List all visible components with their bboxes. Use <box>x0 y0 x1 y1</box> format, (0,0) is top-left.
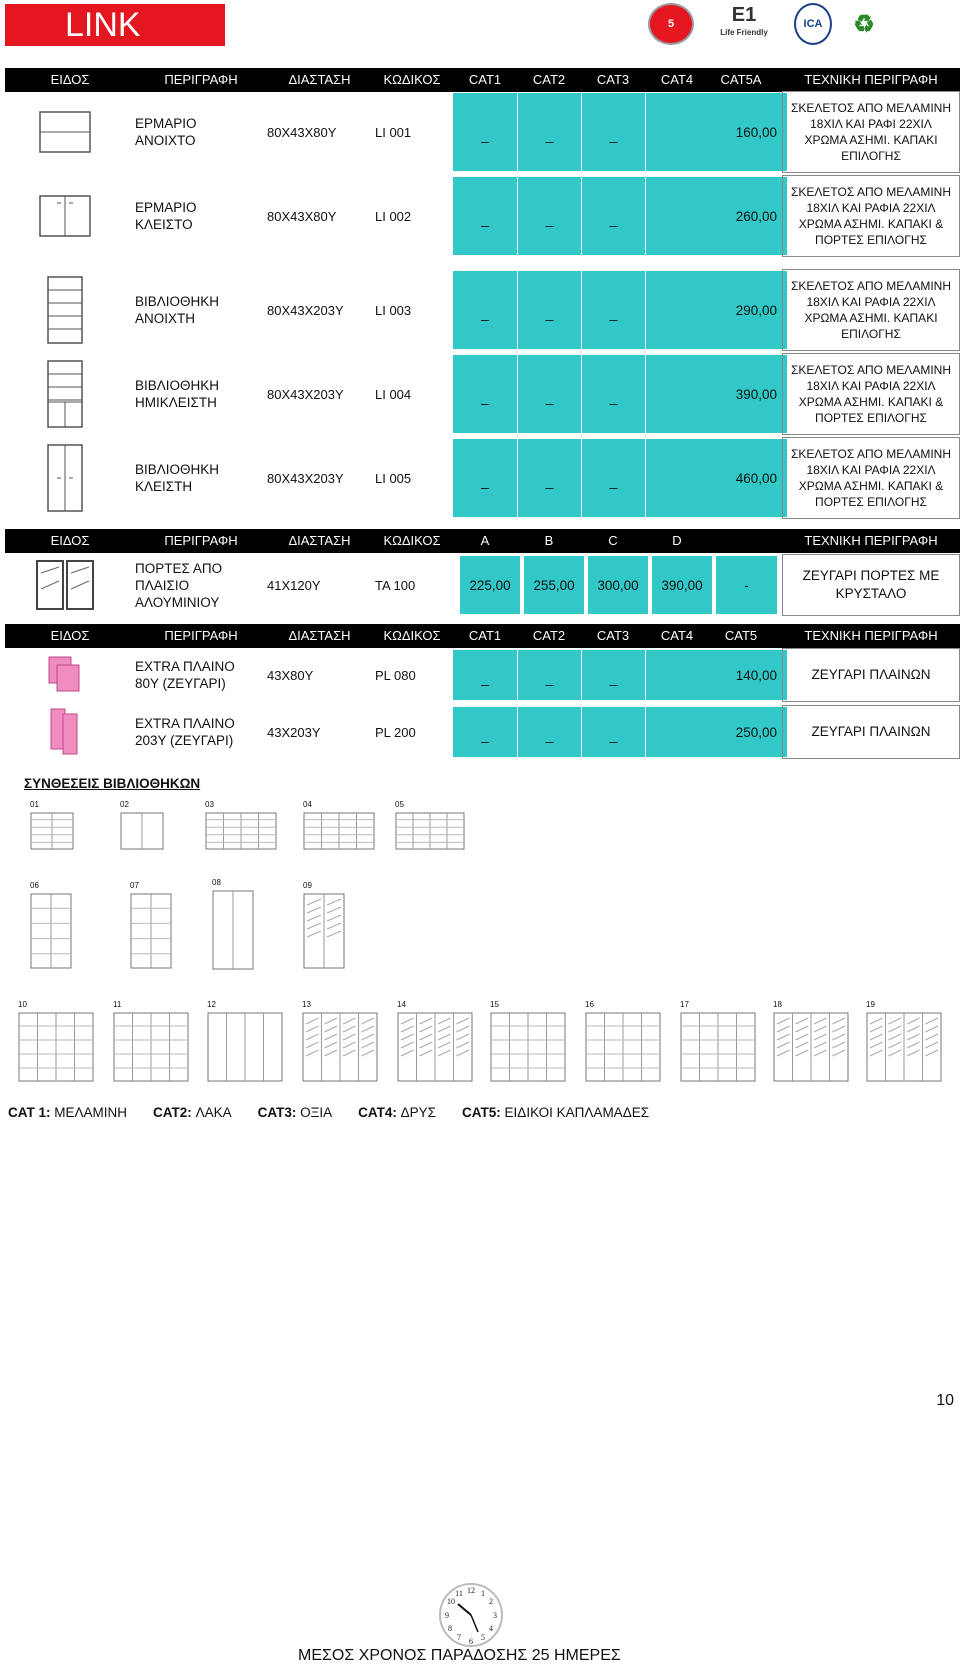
header-cat3: CAT3 <box>596 628 630 643</box>
product-description <box>135 269 257 351</box>
price-cat3: _ <box>609 473 618 489</box>
table-header-cabinets <box>5 68 960 92</box>
legend-key: CAT2: <box>153 1105 192 1120</box>
legend-item <box>8 1105 127 1120</box>
technical-description: ΖΕΥΓΑΡΙ ΠΛΑΙΝΩΝ <box>782 648 960 702</box>
composition-04 <box>303 800 375 855</box>
legend-item <box>358 1105 436 1120</box>
composition-number: 11 <box>113 1000 122 1009</box>
product-dimension: 80X43X203Y <box>267 470 344 486</box>
door-code: TA 100 <box>375 577 416 593</box>
header-a: A <box>480 533 490 548</box>
table-row <box>5 705 960 759</box>
price-cat4: 140,00 <box>646 650 787 700</box>
svg-text:8: 8 <box>448 1624 452 1633</box>
price-cat1: _ <box>481 211 489 227</box>
desc-line: ΑΝΟΙΧΤΗ <box>135 311 196 326</box>
recycle-icon: ♻ <box>853 10 875 38</box>
price-cat3: _ <box>609 727 618 743</box>
composition-13 <box>302 1000 378 1087</box>
header-d: D <box>672 533 682 548</box>
header-code: ΚΩΔΙΚΟΣ <box>383 533 441 548</box>
price-cat2: _ <box>545 727 554 743</box>
desc-line: EXTRA ΠΛΑΙΝΟ <box>135 659 235 674</box>
composition-number: 06 <box>30 881 39 890</box>
tech-line: 18ΧΙΛ ΚΑΙ ΡΑΦΙΑ 22ΧΙΛ <box>806 379 936 393</box>
composition-number: 18 <box>773 1000 782 1009</box>
tech-line: ΠΟΡΤΕΣ ΕΠΙΛΟΓΗΣ <box>815 495 927 509</box>
header-dimension: ΔΙΑΣΤΑΣΗ <box>288 628 351 643</box>
price-cat2: _ <box>545 670 554 686</box>
header-dimension: ΔΙΑΣΤΑΣΗ <box>288 72 351 87</box>
composition-11 <box>113 1000 189 1087</box>
header-description: ΠΕΡΙΓΡΑΦΗ <box>164 628 238 643</box>
product-description <box>135 175 257 257</box>
svg-text:1: 1 <box>481 1589 485 1598</box>
price-cat3: _ <box>609 211 618 227</box>
tech-line: ΠΟΡΤΕΣ ΕΠΙΛΟΓΗΣ <box>815 411 927 425</box>
product-description <box>135 91 257 173</box>
legend-value: ΟΞΙΑ <box>300 1105 333 1120</box>
composition-number: 05 <box>395 800 404 809</box>
composition-02 <box>120 800 164 855</box>
price-cat5a: 460,00 <box>646 439 787 517</box>
price-cat3: _ <box>609 389 618 405</box>
price-cat3: _ <box>609 127 618 143</box>
desc-line: ΑΛΟΥΜΙΝΙΟΥ <box>135 594 220 610</box>
tech-line: ΕΠΙΛΟΓΗΣ <box>841 327 901 341</box>
desc-line: ΠΛΑΙΣΙΟ <box>135 577 190 593</box>
table-header-panels <box>5 624 960 648</box>
composition-07 <box>130 881 172 974</box>
desc-line: ΚΛΕΙΣΤΟ <box>135 217 193 232</box>
header-type: ΕΙΔΟΣ <box>50 533 90 548</box>
composition-number: 08 <box>212 878 221 887</box>
technical-description <box>782 269 960 351</box>
product-dimension: 80X43X80Y <box>267 124 337 140</box>
price-cat2: _ <box>545 473 554 489</box>
glass-door-icon <box>35 559 95 611</box>
price-cat1: _ <box>481 305 489 321</box>
composition-number: 17 <box>680 1000 689 1009</box>
ica-logo: ICA <box>794 3 832 45</box>
svg-text:10: 10 <box>447 1597 455 1606</box>
header-code: ΚΩΔΙΚΟΣ <box>383 72 441 87</box>
side-panel-icon <box>5 705 125 759</box>
composition-number: 16 <box>585 1000 594 1009</box>
price-cat1: _ <box>481 127 489 143</box>
composition-number: 14 <box>397 1000 406 1009</box>
composition-14 <box>397 1000 473 1087</box>
legend-value: ΛΑΚΑ <box>195 1105 232 1120</box>
header-cat1: CAT1 <box>468 72 502 87</box>
header-technical: ΤΕΧΝΙΚΗ ΠΕΡΙΓΡΑΦΗ <box>804 533 938 548</box>
desc-line: ΒΙΒΛΙΟΘΗΚΗ <box>135 378 220 393</box>
composition-number: 03 <box>205 800 214 809</box>
svg-text:11: 11 <box>455 1589 463 1598</box>
desc-line: ΠΟΡΤΕΣ ΑΠΟ <box>135 560 223 576</box>
svg-text:9: 9 <box>445 1611 449 1620</box>
header-b: B <box>544 533 554 548</box>
closed-cabinet-icon <box>5 175 125 257</box>
product-code: LI 002 <box>375 208 412 224</box>
price-cat5a: 290,00 <box>646 271 787 349</box>
composition-08 <box>212 878 254 975</box>
legend-value: ΜΕΛΑΜΙΝΗ <box>54 1105 128 1120</box>
tech-line: ΖΕΥΓΑΡΙ ΠΟΡΤΕΣ ΜΕ <box>802 568 940 583</box>
desc-line: ΕΡΜΑΡΙΟ <box>135 200 197 215</box>
svg-text:5: 5 <box>481 1633 485 1642</box>
composition-number: 02 <box>120 800 129 809</box>
tech-line: ΣΚΕΛΕΤΟΣ ΑΠΟ ΜΕΛΑΜΙΝΗ <box>790 101 951 115</box>
svg-text:2: 2 <box>489 1597 493 1606</box>
composition-09 <box>303 881 345 974</box>
technical-description <box>782 175 960 257</box>
svg-text:3: 3 <box>493 1611 497 1620</box>
svg-text:4: 4 <box>489 1624 493 1633</box>
header-cat4: CAT4 <box>660 628 694 643</box>
desc-line: ΑΝΟΙΧΤΟ <box>135 133 196 148</box>
header-code: ΚΩΔΙΚΟΣ <box>383 628 441 643</box>
tech-line: 18ΧΙΛ ΚΑΙ ΡΑΦΙΑ 22ΧΙΛ <box>806 463 936 477</box>
legend-item <box>258 1105 333 1120</box>
tech-line: ΧΡΩΜΑ ΑΣΗΜΙ. ΚΑΠΑΚΙ & <box>798 217 944 231</box>
legend-item <box>153 1105 232 1120</box>
panel-description <box>135 648 257 702</box>
price-d: 390,00 <box>652 556 712 614</box>
product-dimension: 80X43X203Y <box>267 302 344 318</box>
price-cat1: _ <box>481 727 489 743</box>
desc-line: ΕΡΜΑΡΙΟ <box>135 116 197 131</box>
header-cat2: CAT2 <box>532 72 566 87</box>
tech-line: ΕΠΙΛΟΓΗΣ <box>841 149 901 163</box>
table-row <box>5 648 960 702</box>
tech-line: 18ΧΙΛ ΚΑΙ ΡΑΦΙΑ 22ΧΙΛ <box>806 201 936 215</box>
table-row <box>5 437 960 519</box>
table-row <box>5 175 960 257</box>
tech-line: ΧΡΩΜΑ ΑΣΗΜΙ. ΚΑΠΑΚΙ & <box>798 395 944 409</box>
open-cabinet-icon <box>5 91 125 173</box>
table-row <box>5 91 960 173</box>
legend-value: ΔΡΥΣ <box>400 1105 437 1120</box>
table-header-doors <box>5 529 960 553</box>
header-c: C <box>608 533 618 548</box>
header-technical: ΤΕΧΝΙΚΗ ΠΕΡΙΓΡΑΦΗ <box>804 628 938 643</box>
tech-line: ΧΡΩΜΑ ΑΣΗΜΙ. ΚΑΠΑΚΙ <box>804 133 938 147</box>
composition-number: 19 <box>866 1000 875 1009</box>
desc-line: EXTRA ΠΛΑΙΝΟ <box>135 716 235 731</box>
price-cat3: _ <box>609 670 618 686</box>
closed-bookcase-icon <box>5 437 125 519</box>
header-description: ΠΕΡΙΓΡΑΦΗ <box>164 533 238 548</box>
legend-value: ΕΙΔΙΚΟΙ ΚΑΠΛΑΜΑΔΕΣ <box>504 1105 650 1120</box>
composition-06 <box>30 881 72 974</box>
composition-01 <box>30 800 74 855</box>
e1-logo: E1 Life Friendly <box>720 4 768 37</box>
tech-line: ΠΟΡΤΕΣ ΕΠΙΛΟΓΗΣ <box>815 233 927 247</box>
composition-number: 07 <box>130 881 139 890</box>
composition-10 <box>18 1000 94 1087</box>
price-cat2: _ <box>545 127 554 143</box>
header-type: ΕΙΔΟΣ <box>50 72 90 87</box>
tech-line: ΚΡΥΣΤΑΛΟ <box>835 586 907 601</box>
tech-line: ΣΚΕΛΕΤΟΣ ΑΠΟ ΜΕΛΑΜΙΝΗ <box>790 447 951 461</box>
price-cat1: _ <box>481 473 489 489</box>
product-code: LI 001 <box>375 124 412 140</box>
composition-12 <box>207 1000 283 1087</box>
product-description <box>135 437 257 519</box>
price-cat2: _ <box>545 211 554 227</box>
legend-key: CAT 1: <box>8 1105 51 1120</box>
svg-text:12: 12 <box>467 1586 475 1595</box>
desc-line: ΒΙΒΛΙΟΘΗΚΗ <box>135 462 220 477</box>
door-technical <box>782 554 960 616</box>
category-legend <box>8 1105 649 1120</box>
price-cat2: _ <box>545 389 554 405</box>
tech-line: 18ΧΙΛ ΚΑΙ ΡΑΦΙ 22ΧΙΛ <box>810 117 932 131</box>
composition-number: 12 <box>207 1000 216 1009</box>
page-number: 10 <box>936 1392 954 1409</box>
brand-logo: LINK <box>5 4 225 46</box>
five-year-warranty-icon: 5 <box>648 3 694 45</box>
desc-line: 80Y (ΖΕΥΓΑΡΙ) <box>135 676 226 691</box>
clock-icon <box>438 1582 504 1648</box>
panel-description <box>135 705 257 759</box>
compositions-title: ΣΥΝΘΕΣΕΙΣ ΒΙΒΛΙΟΘΗΚΩΝ <box>24 776 201 791</box>
tech-line: 18ΧΙΛ ΚΑΙ ΡΑΦΙΑ 22ΧΙΛ <box>806 295 936 309</box>
half-closed-bookcase-icon <box>5 353 125 435</box>
header-technical: ΤΕΧΝΙΚΗ ΠΕΡΙΓΡΑΦΗ <box>804 72 938 87</box>
tech-line: ΣΚΕΛΕΤΟΣ ΑΠΟ ΜΕΛΑΜΙΝΗ <box>790 185 951 199</box>
composition-17 <box>680 1000 756 1087</box>
delivery-time: ΜΕΣΟΣ ΧΡΟΝΟΣ ΠΑΡΑΔΟΣΗΣ 25 ΗΜΕΡΕΣ <box>298 1647 621 1664</box>
composition-15 <box>490 1000 566 1087</box>
composition-16 <box>585 1000 661 1087</box>
header-description: ΠΕΡΙΓΡΑΦΗ <box>164 72 238 87</box>
header-cat4: CAT4 <box>660 72 694 87</box>
tech-line: ΣΚΕΛΕΤΟΣ ΑΠΟ ΜΕΛΑΜΙΝΗ <box>790 363 951 377</box>
header-cat1: CAT1 <box>468 628 502 643</box>
legend-key: CAT4: <box>358 1105 397 1120</box>
panel-code: PL 200 <box>375 724 416 740</box>
table-row-doors <box>5 554 960 616</box>
legend-key: CAT3: <box>257 1105 297 1120</box>
technical-description <box>782 353 960 435</box>
price-c: 300,00 <box>588 556 648 614</box>
header-cat2: CAT2 <box>532 628 566 643</box>
product-description <box>135 353 257 435</box>
desc-line: 203Y (ΖΕΥΓΑΡΙ) <box>135 733 234 748</box>
table-row <box>5 353 960 435</box>
composition-05 <box>395 800 465 855</box>
price-cat4: 250,00 <box>646 707 787 757</box>
panel-dimension: 43X80Y <box>267 667 314 683</box>
price-b: 255,00 <box>524 556 584 614</box>
legend-item <box>462 1105 649 1120</box>
header-cat3: CAT3 <box>596 72 630 87</box>
price-cat5a: 260,00 <box>646 177 787 255</box>
header-cat5: CAT5 <box>724 628 758 643</box>
technical-description <box>782 91 960 173</box>
desc-line: ΚΛΕΙΣΤΗ <box>135 479 193 494</box>
price-cat2: _ <box>545 305 554 321</box>
open-bookcase-icon <box>5 269 125 351</box>
header-dimension: ΔΙΑΣΤΑΣΗ <box>288 533 351 548</box>
product-dimension: 80X43X203Y <box>267 386 344 402</box>
composition-number: 04 <box>303 800 312 809</box>
product-code: LI 004 <box>375 386 412 402</box>
legend-key: CAT5: <box>462 1105 501 1120</box>
certification-logos <box>648 2 960 46</box>
table-row <box>5 269 960 351</box>
product-code: LI 005 <box>375 470 412 486</box>
panel-dimension: 43X203Y <box>267 724 321 740</box>
composition-03 <box>205 800 277 855</box>
composition-number: 13 <box>302 1000 311 1009</box>
price-cat1: _ <box>481 670 489 686</box>
composition-number: 01 <box>30 800 39 809</box>
composition-18 <box>773 1000 849 1087</box>
desc-line: ΗΜΙΚΛΕΙΣΤΗ <box>135 395 217 410</box>
composition-number: 10 <box>18 1000 27 1009</box>
technical-description <box>782 437 960 519</box>
product-code: LI 003 <box>375 302 412 318</box>
side-panel-icon <box>5 648 125 702</box>
panel-code: PL 080 <box>375 667 416 683</box>
price-e: - <box>716 556 777 614</box>
composition-19 <box>866 1000 942 1087</box>
composition-number: 09 <box>303 881 312 890</box>
price-cat3: _ <box>609 305 618 321</box>
tech-line: ΧΡΩΜΑ ΑΣΗΜΙ. ΚΑΠΑΚΙ <box>804 311 938 325</box>
desc-line: ΒΙΒΛΙΟΘΗΚΗ <box>135 294 220 309</box>
price-cat1: _ <box>481 389 489 405</box>
header-type: ΕΙΔΟΣ <box>50 628 90 643</box>
product-image <box>5 554 125 616</box>
header-cat5a: CAT5A <box>720 72 762 87</box>
door-description <box>135 554 257 616</box>
tech-line: ΧΡΩΜΑ ΑΣΗΜΙ. ΚΑΠΑΚΙ & <box>798 479 944 493</box>
tech-line: ΣΚΕΛΕΤΟΣ ΑΠΟ ΜΕΛΑΜΙΝΗ <box>790 279 951 293</box>
technical-description: ΖΕΥΓΑΡΙ ΠΛΑΙΝΩΝ <box>782 705 960 759</box>
svg-text:7: 7 <box>457 1633 461 1642</box>
composition-number: 15 <box>490 1000 499 1009</box>
door-dimension: 41X120Y <box>267 577 321 593</box>
price-cat5a: 390,00 <box>646 355 787 433</box>
price-cat5a: 160,00 <box>646 93 787 171</box>
product-dimension: 80X43X80Y <box>267 208 337 224</box>
price-a: 225,00 <box>460 556 520 614</box>
svg-text:6: 6 <box>469 1637 473 1646</box>
